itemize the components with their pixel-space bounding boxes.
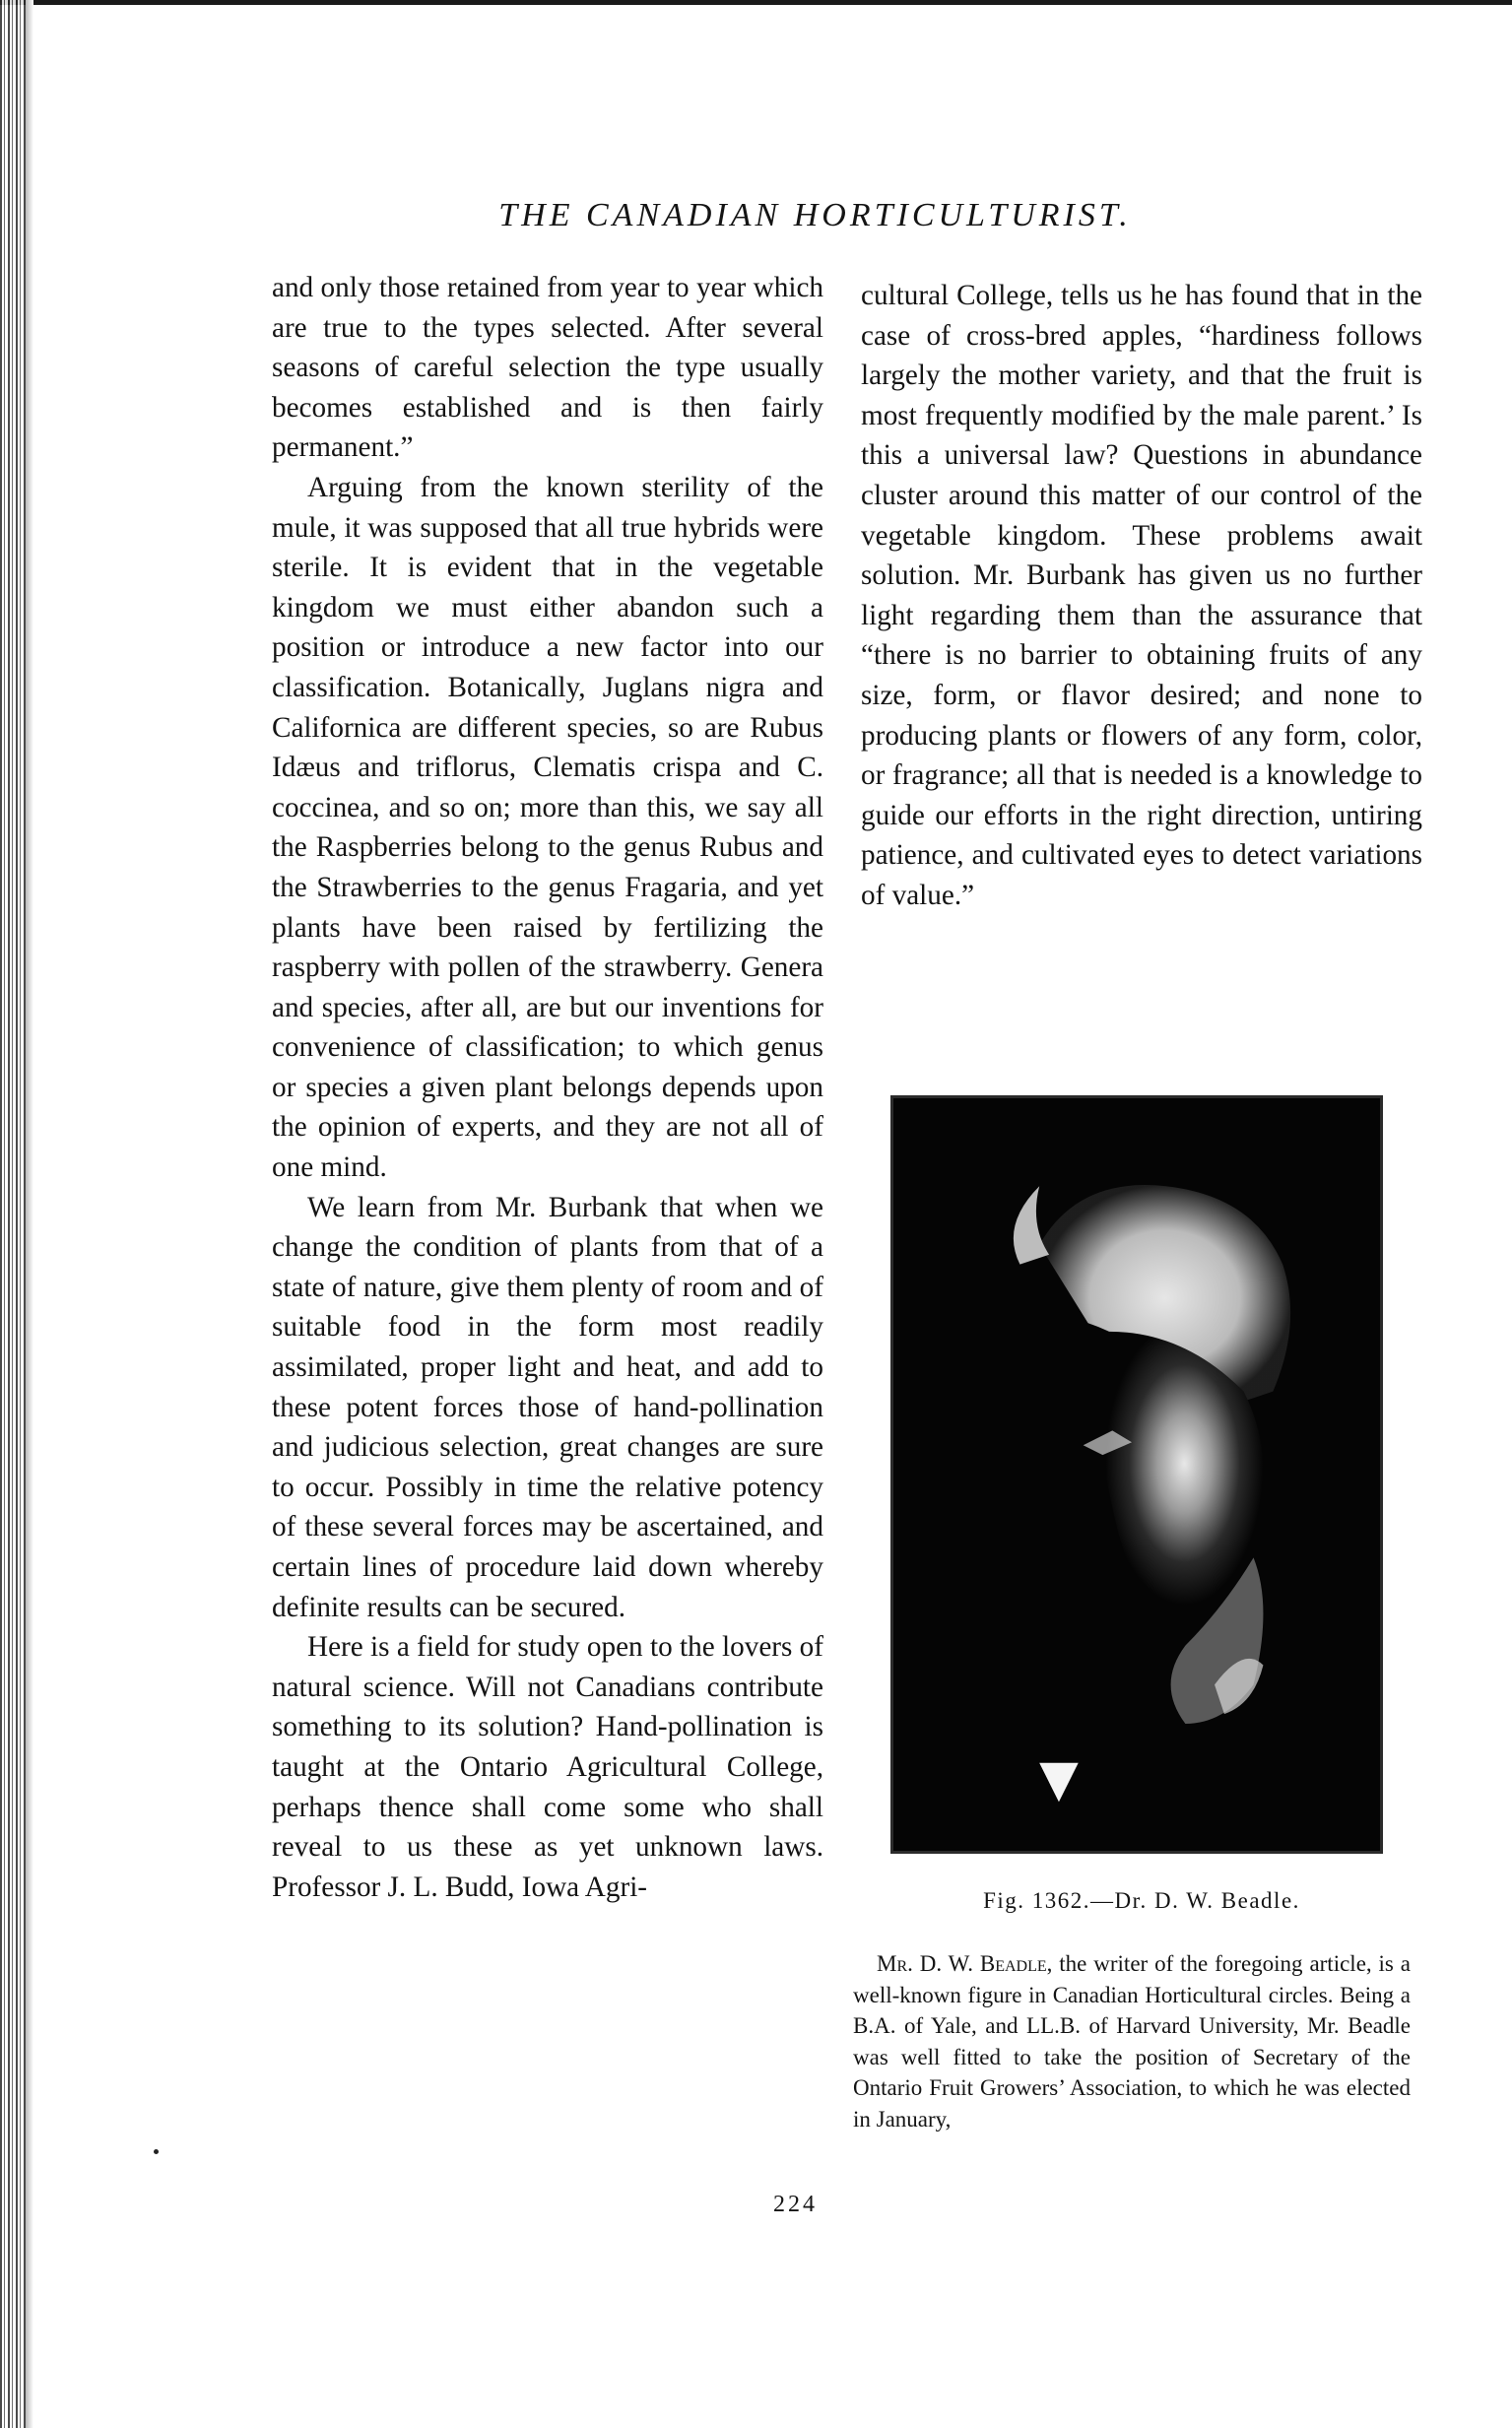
binding-shadow	[26, 0, 33, 2428]
page-number: 224	[773, 2192, 818, 2217]
left-paragraph-1: and only those retained from year to year which are true to the types selected. After several seasons of careful selection the type usually becomes established and is then fairly permanent.”	[272, 272, 823, 464]
portrait-image	[893, 1098, 1380, 1851]
left-paragraph-2: Arguing from the known sterility of the mule, it was supposed that all true hybrids were sterile. It is evident that in the vegetable kingdom we must either abandon such a position or introduce a new factor into our classification. Botanically, Juglans nigra and Californica are different species, so are Rubus Idæus and triflorus, Clematis crispa and C. coccinea, and so on; more than this, we say all the Raspberries belong to the genus Rubus and the Strawberries to the genus Fragaria, and yet plants have been raised by fertilizing the raspberry with pollen of the strawberry. Genera and species, after all, are but our inventions for convenience of classification; to which genus or species a given plant belongs depends upon the opinion of experts, and they are not all of one mind.	[272, 471, 823, 1184]
right-paragraph-1: cultural College, tells us he has found that in the case of cross-bred apples, “hardiness follows largely the mother variety, and that the fruit is most frequently modified by the male parent.’ Is this a universal law? Questions in abundance cluster around this matter of our control of the vegetable kingdom. These problems await solution. Mr. Burbank has given us no further light regarding them than the assurance that “there is no barrier to obtaining fruits of any size, form, or flavor desired; and none to producing plants or flowers of any form, color, or fragrance; all that is needed is a knowledge to guide our efforts in the right direction, untiring patience, and cultivated eyes to detect variations of value.”	[861, 280, 1422, 911]
binding-edge	[0, 0, 26, 2428]
left-paragraph-3: We learn from Mr. Burbank that when we change the condition of plants from that of a state of nature, give them plenty of room and of suitable food in the form most readily assimilated, proper light and heat, and add to these potent forces those of hand-pollination and judicious selection, great changes are sure to occur. Possibly in time the relative potency of these several forces may be ascertained, and certain lines of procedure laid down whereby definite results can be secured.	[272, 1191, 823, 1623]
print-speck	[154, 2149, 159, 2154]
right-column	[861, 276, 1422, 916]
top-border-rule	[0, 0, 1512, 10]
author-note	[853, 1948, 1411, 2135]
figure-caption: Fig. 1362.—Dr. D. W. Beadle.	[983, 1888, 1300, 1913]
left-paragraph-4: Here is a field for study open to the lovers of natural science. Will not Canadians contribute something to its solution? Hand-pollination is taught at the Ontario Agricultural College, perhaps thence shall come some who shall reveal to us these as yet unknown laws. Professor J. L. Budd, Iowa Agri-	[272, 1631, 823, 1903]
author-note-lead: Mr. D. W. Beadle,	[877, 1951, 1053, 1976]
author-note-text: the writer of the foregoing article, is a well-known figure in Canadian Horticultural circles. Being a B.A. of Yale, and LL.B. of Harvard University, Mr. Beadle was well fitted to take the position of Secretary of the Ontario Fruit Growers’ Association, to which he was elected in January,	[853, 1951, 1411, 2132]
running-head: THE CANADIAN HORTICULTURIST.	[498, 197, 1132, 233]
portrait-photo	[890, 1095, 1383, 1854]
left-column	[272, 268, 823, 1907]
